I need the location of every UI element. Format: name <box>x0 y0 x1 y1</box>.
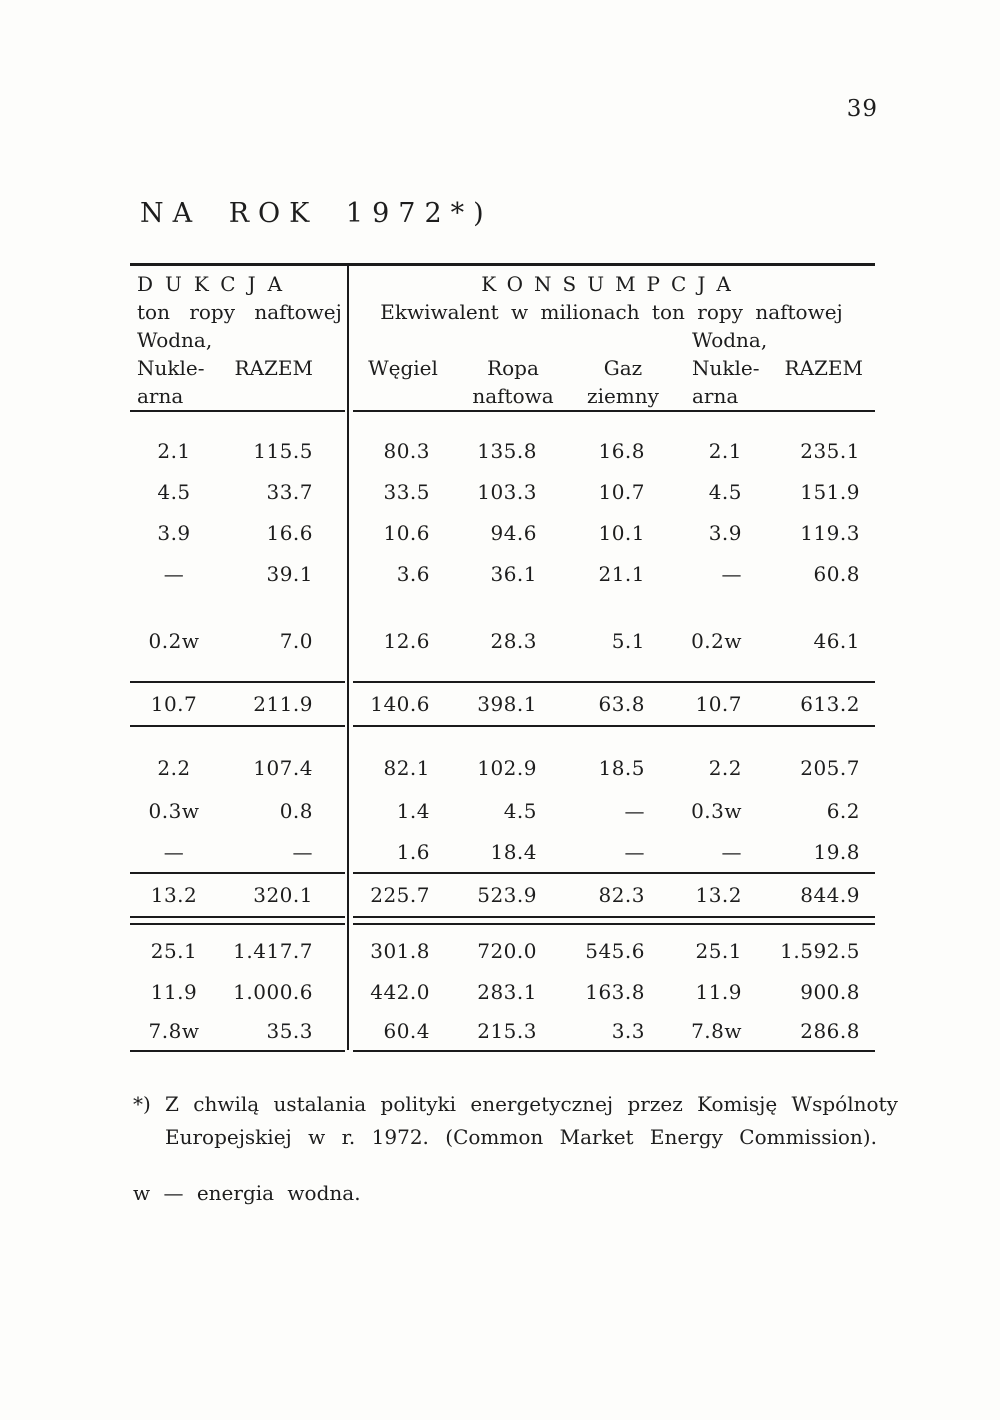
table-cell: 10.6 <box>383 520 430 545</box>
table-cell: 211.9 <box>253 692 313 716</box>
produkcja-title: DUKCJA <box>137 272 295 296</box>
table-cell: 33.7 <box>266 479 313 504</box>
section-divider <box>347 266 349 1050</box>
table-cell: 844.9 <box>800 883 860 907</box>
legend-w-note: w — energia wodna. <box>133 1181 361 1205</box>
table-cell: — <box>163 840 185 864</box>
table-cell: 205.7 <box>800 756 860 780</box>
table-row <box>130 747 875 789</box>
table-cell: 720.0 <box>477 939 537 963</box>
table-cell: 545.6 <box>585 939 645 963</box>
table-cell: 1.4 <box>396 798 430 823</box>
table-cell: 10.7 <box>598 479 645 504</box>
table-cell: 10.1 <box>598 520 645 545</box>
col-header-razem-konsumpcja: RAZEM <box>784 356 863 380</box>
subtotal-rule <box>130 681 875 683</box>
table-cell: 140.6 <box>370 692 430 716</box>
produkcja-subtitle: ton ropy naftowej <box>137 300 342 324</box>
table-cell: 3.6 <box>396 561 430 586</box>
table-cell: 4.5 <box>708 479 742 504</box>
col-header-wegiel: Węgiel <box>368 356 438 380</box>
table-cell: 115.5 <box>253 438 313 463</box>
table-cell: — <box>163 561 185 586</box>
table-cell: 11.9 <box>695 980 742 1004</box>
table-row <box>130 789 875 832</box>
table-cell: 39.1 <box>266 561 313 586</box>
table-cell: 286.8 <box>800 1019 860 1043</box>
subtotal-row <box>130 683 875 725</box>
table-cell: 46.1 <box>813 628 860 653</box>
table-cell: 13.2 <box>150 883 198 907</box>
table-row <box>130 471 875 512</box>
table-cell: 3.9 <box>708 520 742 545</box>
table-cell: 60.8 <box>813 561 860 586</box>
table-cell: 63.8 <box>598 692 645 716</box>
table-cell: 4.5 <box>157 479 191 504</box>
table-cell: 301.8 <box>370 939 430 963</box>
table-cell: 235.1 <box>800 438 860 463</box>
table-cell: 0.8 <box>279 798 313 823</box>
table-cell: 7.0 <box>279 628 313 653</box>
table-cell: 11.9 <box>150 980 198 1004</box>
table-cell: 900.8 <box>800 980 860 1004</box>
table-cell: 2.1 <box>708 438 742 463</box>
footnote-line: Z chwilą ustalania polityki energetycznej przez Komisję Wspólnoty <box>165 1092 898 1116</box>
table-cell: 442.0 <box>370 980 430 1004</box>
table-cell: 60.4 <box>383 1019 430 1043</box>
col-header-ropa-naftowa: Ropa naftowa <box>472 356 554 408</box>
konsumpcja-subtitle: Ekwiwalent w milionach ton ropy naftowej <box>380 300 843 324</box>
table-cell: 80.3 <box>383 438 430 463</box>
table-cell: 102.9 <box>477 756 537 780</box>
table-cell: 10.7 <box>695 692 742 716</box>
table-cell: 0.3w <box>148 798 200 823</box>
table-cell: 28.3 <box>490 628 537 653</box>
table-row <box>130 620 875 661</box>
table-cell: 103.3 <box>477 479 537 504</box>
table-cell: 2.2 <box>157 756 191 780</box>
table-cell: 16.8 <box>598 438 645 463</box>
table-cell: 21.1 <box>598 561 645 586</box>
col-header-gaz-ziemny: Gaz ziemny <box>587 356 659 408</box>
table-cell: 0.3w <box>691 798 742 823</box>
col-header-razem: RAZEM <box>234 356 313 380</box>
table-cell: 18.5 <box>598 756 645 780</box>
table-row <box>130 512 875 553</box>
table-cell: 35.3 <box>266 1019 313 1043</box>
table-cell: 215.3 <box>477 1019 537 1043</box>
table-cell: 283.1 <box>477 980 537 1004</box>
header-rule <box>130 410 875 412</box>
table-cell: 1.417.7 <box>233 939 313 963</box>
table-cell: 2.2 <box>708 756 742 780</box>
table-cell: 33.5 <box>383 479 430 504</box>
table-header <box>130 266 875 410</box>
table-cell: 1.592.5 <box>780 939 860 963</box>
table-cell: 1.6 <box>396 840 430 864</box>
energy-table <box>130 263 875 1052</box>
col-header-wodna-nuklearna: Wodna, Nukle- arna <box>692 328 768 408</box>
table-cell: 13.2 <box>695 883 742 907</box>
table-cell: 523.9 <box>477 883 537 907</box>
table-cell: 4.5 <box>503 798 537 823</box>
table-cell: 82.1 <box>383 756 430 780</box>
col-header-nukle: Nukle- <box>137 356 205 380</box>
table-cell: 119.3 <box>800 520 860 545</box>
produkcja-header <box>130 270 348 410</box>
table-cell: 36.1 <box>490 561 537 586</box>
table-row <box>130 930 875 972</box>
table-cell: 25.1 <box>695 939 742 963</box>
table-bottom-rule <box>130 1050 875 1052</box>
table-row <box>130 553 875 594</box>
footnote-line: Europejskiej w r. 1972. (Common Market Energy Commission). <box>165 1125 877 1149</box>
konsumpcja-title: KONSUMPCJA <box>481 272 742 296</box>
table-cell: 18.4 <box>490 840 537 864</box>
table-cell: — <box>292 840 313 864</box>
table-cell: 19.8 <box>813 840 860 864</box>
table-row <box>130 1012 875 1050</box>
table-cell: 94.6 <box>490 520 537 545</box>
col-header-arna: arna <box>137 384 184 408</box>
table-row <box>130 430 875 471</box>
footnote <box>133 1088 898 1210</box>
total-row <box>130 874 875 916</box>
table-cell: 151.9 <box>800 479 860 504</box>
table-cell: 6.2 <box>826 798 860 823</box>
konsumpcja-header <box>348 270 875 410</box>
col-header-wodna: Wodna, <box>137 328 213 352</box>
table-cell: 25.1 <box>150 939 198 963</box>
page-number: 39 <box>846 96 878 122</box>
table-cell: 163.8 <box>585 980 645 1004</box>
table-cell: 398.1 <box>477 692 537 716</box>
footnote-marker: *) <box>133 1092 151 1116</box>
double-rule <box>130 916 875 925</box>
table-cell: 16.6 <box>266 520 313 545</box>
table-cell: 7.8w <box>148 1019 200 1043</box>
table-cell: 107.4 <box>253 756 313 780</box>
page-title: NA ROK 1972*) <box>140 198 493 229</box>
table-cell: 613.2 <box>800 692 860 716</box>
table-cell: 7.8w <box>691 1019 742 1043</box>
table-cell: 12.6 <box>383 628 430 653</box>
table-cell: — <box>624 798 645 823</box>
subtotal-rule <box>130 725 875 727</box>
table-cell: 3.9 <box>157 520 191 545</box>
table-cell: 5.1 <box>611 628 645 653</box>
table-cell: 82.3 <box>598 883 645 907</box>
table-cell: 10.7 <box>150 692 198 716</box>
total-rule <box>130 872 875 874</box>
table-cell: 320.1 <box>253 883 313 907</box>
table-cell: 0.2w <box>148 628 200 653</box>
table-cell: 2.1 <box>157 438 191 463</box>
footnote-paragraph <box>133 1088 898 1154</box>
table-row <box>130 832 875 872</box>
table-row <box>130 972 875 1012</box>
table-cell: 225.7 <box>370 883 430 907</box>
table-cell: 1.000.6 <box>233 980 313 1004</box>
table-cell: 3.3 <box>611 1019 645 1043</box>
table-cell: — <box>721 840 742 864</box>
table-cell: 135.8 <box>477 438 537 463</box>
table-cell: — <box>624 840 645 864</box>
konsumpcja-column-headers <box>348 326 875 410</box>
table-cell: 0.2w <box>691 628 742 653</box>
table-cell: — <box>721 561 742 586</box>
